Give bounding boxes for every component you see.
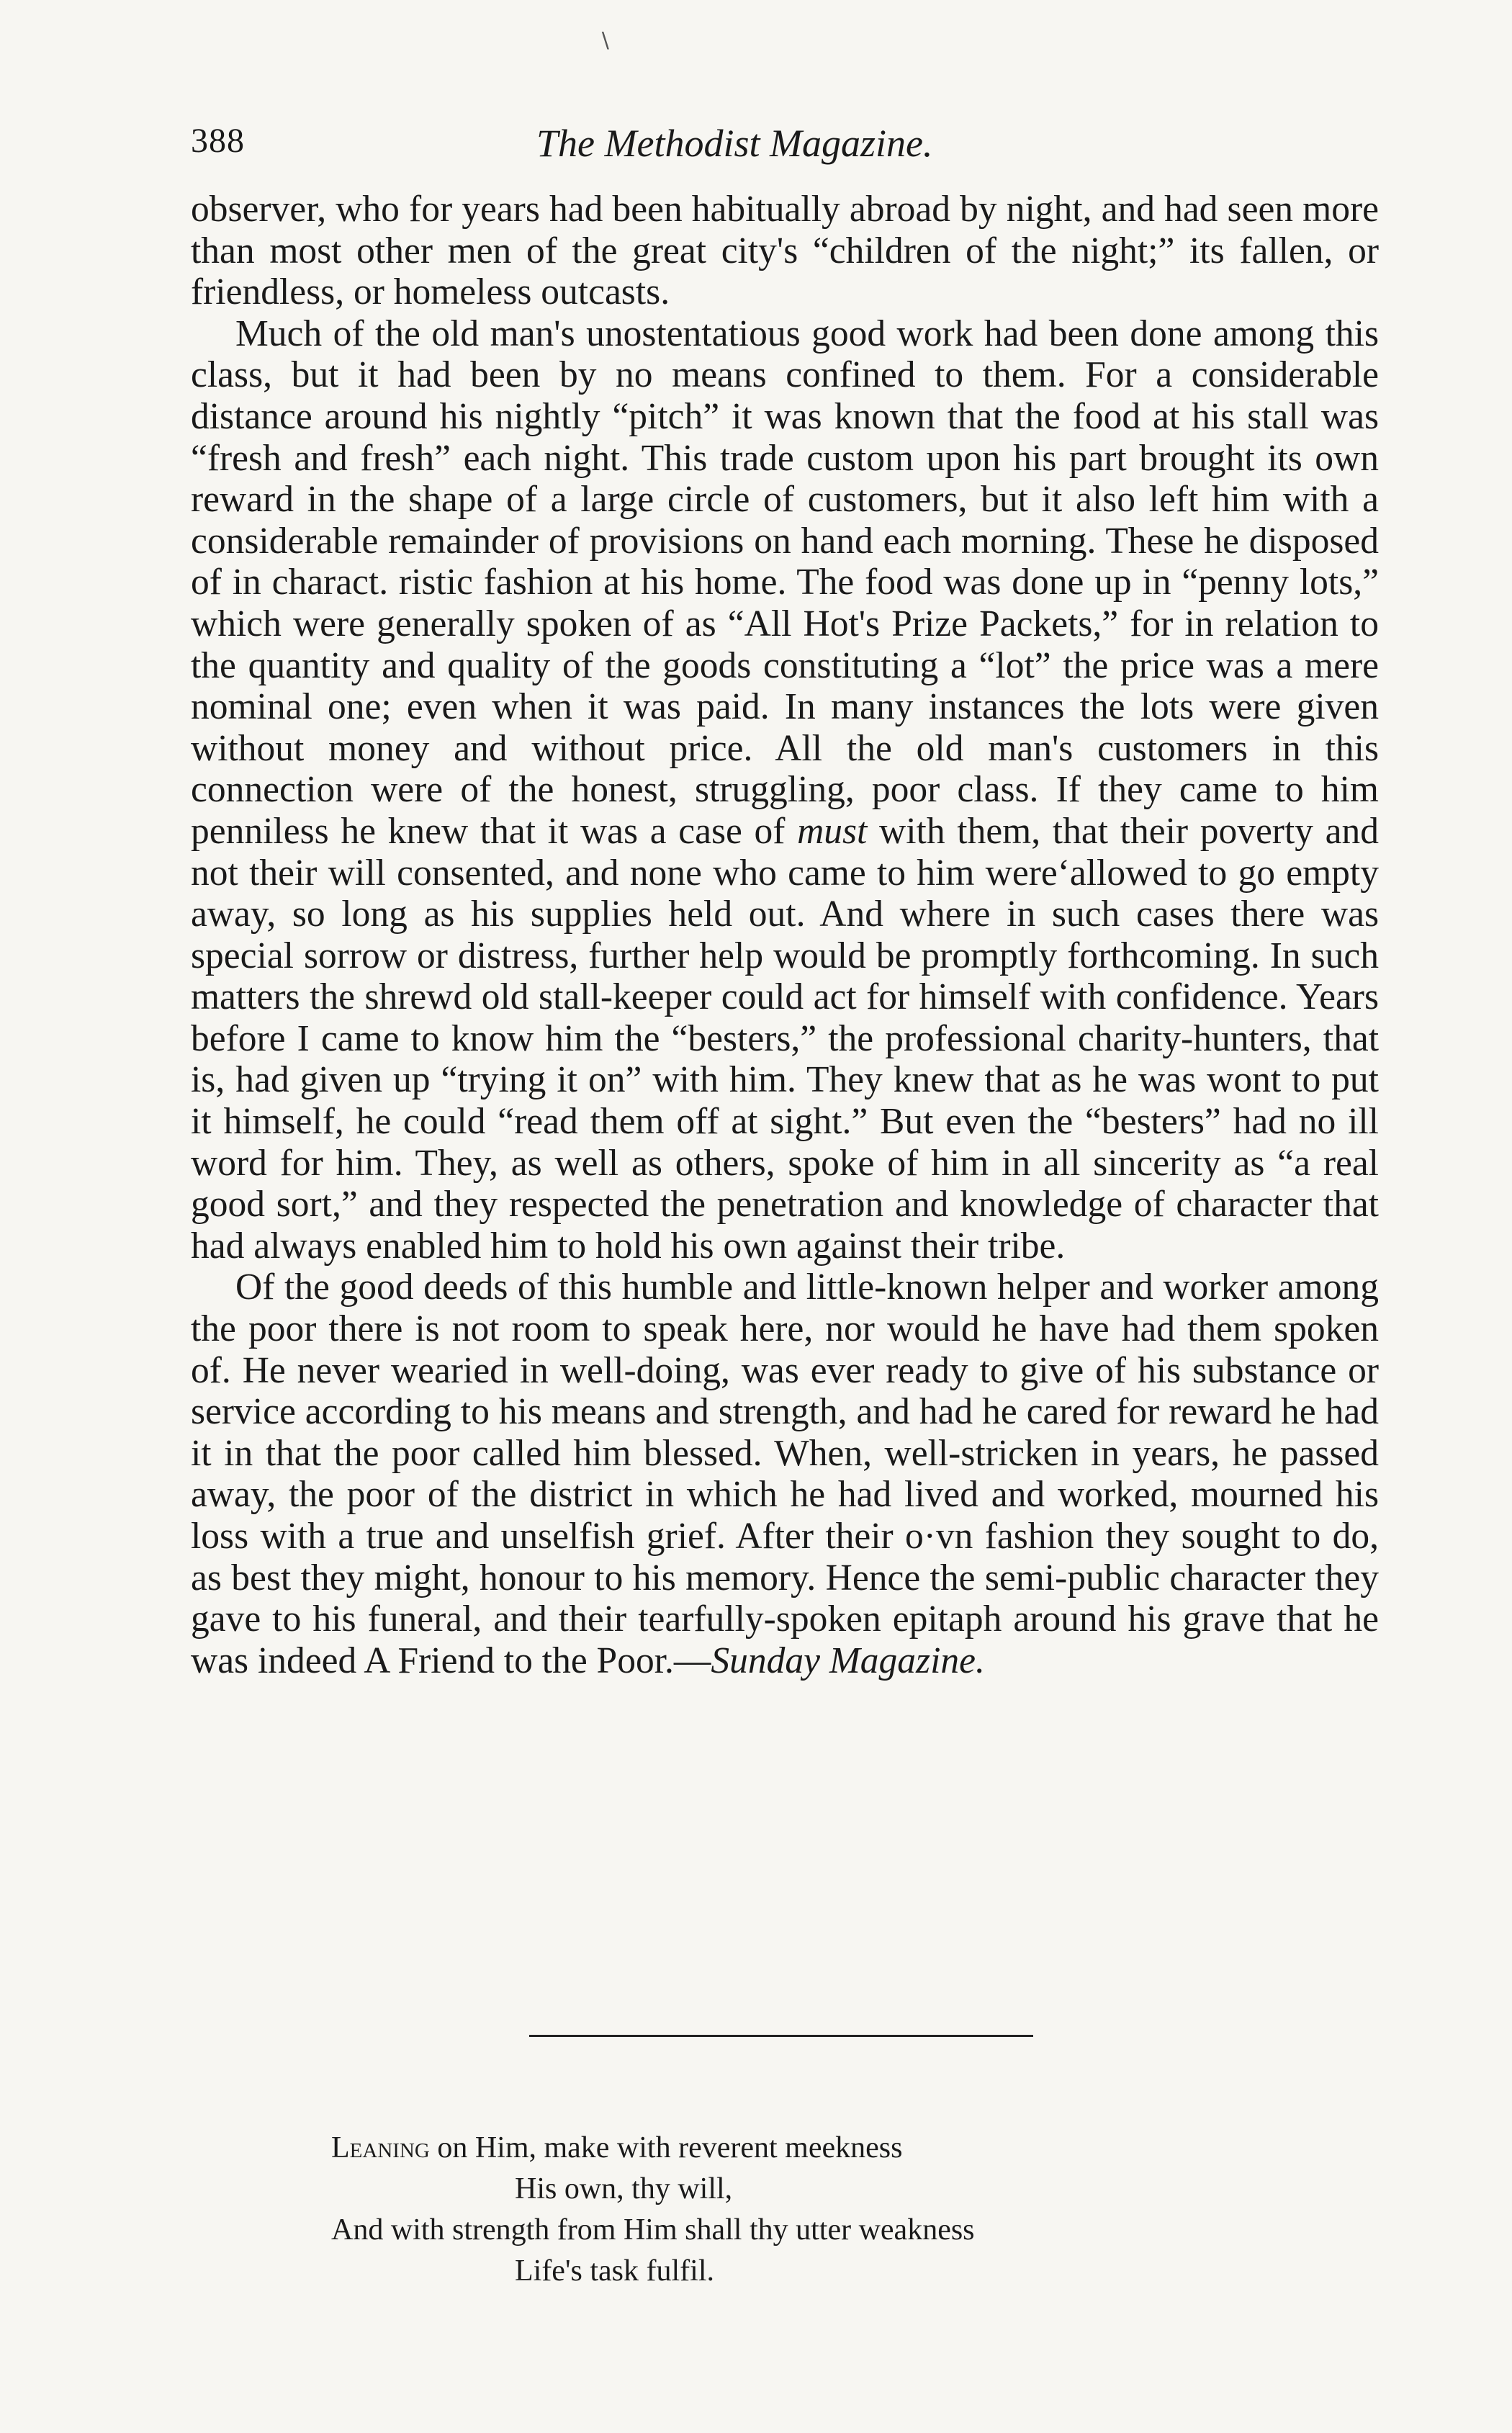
paragraph-2-text-after: with them, that their poverty and not their will consented, and none who came to him were‘allowed to go empty away, so long as his supplies held out. And where in such cases there was special sorrow or distress, further help would be promptly forthcoming. In such matters the shrewd old stall-keeper could act for himself with confidence. Years before I came to know him the “besters,” the professional charity-hunters, that is, had given up “trying it on” with him. They knew that as he was wont to put it himself, he could “read them off at sight.” But even the “besters” had no ill word for him. They, as well as others, spoke of him in all sincerity as “a real good sort,” and they respected the penetration and knowledge of character that had always enabled him to hold his own against their tribe. bbox=[191, 810, 1380, 1267]
poem-line-2: His own, thy will, bbox=[515, 2172, 733, 2205]
section-divider bbox=[529, 2035, 1033, 2037]
poem-first-word: Leaning bbox=[331, 2131, 430, 2164]
poem-line-4: Life's task fulfil. bbox=[515, 2254, 714, 2288]
page-header bbox=[191, 121, 1379, 171]
paragraph-3 bbox=[191, 1267, 1379, 1681]
paragraph-2-emphasis: must bbox=[797, 810, 868, 852]
running-title: The Methodist Magazine. bbox=[536, 122, 933, 165]
poem-line-1 bbox=[331, 2128, 1267, 2169]
poem-line-3: And with strength from Him shall thy utter weakness bbox=[331, 2213, 975, 2247]
page-number: 388 bbox=[191, 122, 245, 160]
paragraph-2-text: Much of the old man's unostentatious good work had been done among this class, but it had been by no means confined to them. For a considerable distance around his nightly “pitch” it was known that the food at his stall was “fresh and fresh” each night. This trade custom upon his part brought its own reward in the shape of a large circle of customers, but it also left him with a considerable remainder of provisions on hand each morning. These he disposed of in charact. ristic fashion at his home. The food was done up in “penny lots,” which were generally spoken of as “All Hot's Prize Packets,” for in relation to the quantity and quality of the goods constituting a “lot” the price was a mere nominal one; even when it was paid. In many instances the lots were given without money and without price. All the old man's customers in this connection were of the honest, struggling, poor class. If they came to him penniless he knew that it was a case of bbox=[191, 312, 1379, 852]
stray-ink-mark: ∖ bbox=[598, 30, 612, 53]
paragraph-1: observer, who for years had been habitually abroad by night, and had seen more than most other men of the great city's “children of the night;” its fallen, or friendless, or homeless outcasts. bbox=[191, 189, 1379, 313]
poem-line-1-rest: on Him, make with reverent meekness bbox=[429, 2131, 903, 2164]
article-body bbox=[191, 189, 1379, 1681]
paragraph-2 bbox=[191, 313, 1379, 1267]
paragraph-3-text: Of the good deeds of this humble and little-known helper and worker among the poor there is not room to speak here, nor would he have had them spoken of. He never wearied in well-doing, was ever ready to give of his substance or service according to his means and strength, and had he cared for reward he had it in that the poor called him blessed. When, well-stricken in years, he passed away, the poor of the district in which he had lived and worked, mourned his loss with a true and unselfish grief. After their o·vn fashion they sought to do, as best they might, honour to his memory. Hence the semi-public character they gave to his funeral, and their tearfully-spoken epitaph around his grave that he was indeed A Friend to the Poor.— bbox=[191, 1267, 1379, 1681]
closing-poem bbox=[331, 2128, 1267, 2292]
source-attribution: Sunday Magazine. bbox=[711, 1640, 985, 1681]
